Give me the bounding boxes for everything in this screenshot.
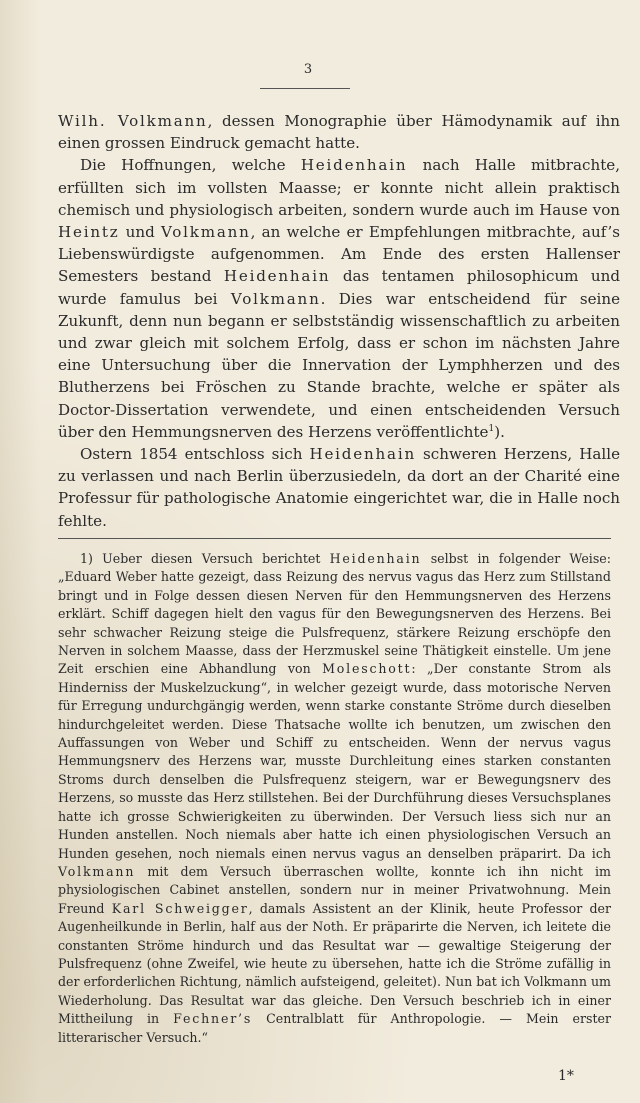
text-run: , damals Assistent an der Klinik, heute Professor der Augenheilkunde in Berlin, half aus der Noth. Er präparirte die Nerven, ich leitete die constanten Ströme hindurch und das Resultat war — gewaltige Steigerung der Pulsfrequenz (ohne Zweifel, wie heute zu übersehen, hatte ich die Ströme zufällig in der erforderlichen Richtung, nämlich aufsteigend, geleitet). Nun bat ich Volkmann um Wiederholung. Das Resultat war das gleiche. Den Versuch beschrieb ich in einer Mittheilung in [58, 900, 612, 1027]
person-name: Heidenhain [223, 267, 331, 286]
person-name: Heidenhain [309, 445, 416, 464]
text-run: das tentamen philosophicum und wurde famulus bei [58, 267, 621, 308]
person-name: Karl Schweigger [111, 900, 249, 916]
paragraph-2 [58, 154, 620, 443]
text-run: Die Hoffnungen, welche [80, 156, 301, 175]
paragraph-3 [58, 443, 620, 532]
footnote [58, 550, 611, 1047]
footnote-marker: 1) [80, 551, 103, 566]
text-run: schweren Herzens, Halle zu verlassen und nach Berlin überzusiedeln, da dort an der Charité eine Professur für pathologische Anatomie eingerichtet war, die in Halle noch fehlte. [58, 445, 621, 530]
person-name: Moleschott [322, 661, 412, 677]
person-name: Heintz [58, 223, 120, 242]
text-run: . Dies war entscheidend für seine Zukunft, denn nun begann er selbstständig wissenschaftlich zu arbeiten und zwar gleich mit solchem Erfolg, dass er schon im nächsten Jahre eine Untersuchung über die Innervation der Lymphherzen und des Blutherzens bei Fröschen zu Stande brachte, welche er später als Doctor-Dissertation verwendete, und einen entscheidenden Versuch über den Hemmungsnerven des Herzens veröffentlichte [58, 289, 620, 441]
text-run: mit dem Versuch überraschen wollte, konnte ich ihn nicht im physiologischen Cabinet anstellen, sondern nur in meiner Privatwohnung. Mein Freund [58, 863, 611, 916]
text-run: : „Der constante Strom als Hinderniss der Muskelzuckung“, in welcher gezeigt wurde, dass motorische Nerven für Erregung undurchgängig werden, wenn starke constante Ströme durch dieselben hindurchgeleitet werden. Diese Thatsache wollte ich benutzen, um zwischen den Auffassungen von Weber und Schiff zu entscheiden. Wenn der nervus vagus Hemmungsnerv des Herzens war, musste Durchleitung eines starken constanten Stroms durch denselben die Pulsfrequenz steigern, war er Bewegungsnerv des Herzens, so musste das Herz stillstehen. Bei der Durchführung dieses Versuchsplanes hatte ich grosse Schwierigkeiten zu überwinden. Der Versuch liess sich nur an Hunden anstellen. Noch niemals aber hatte ich einen physiologischen Versuch an Hunden gesehen, noch niemals einen nervus vagus an denselben präparirt. Da ich [58, 661, 611, 861]
text-run: , an welche er Empfehlungen mitbrachte, auf’s Liebenswürdigste aufgenommen. Am Ende des ersten Hallenser Semesters bestand [58, 223, 621, 286]
footnote-rule [58, 538, 611, 539]
text-run: und [119, 223, 161, 242]
person-name: Volkmann [230, 289, 321, 308]
person-name: Volkmann [58, 863, 136, 879]
person-name: Heidenhain [300, 156, 408, 175]
person-name: Volkmann [160, 223, 251, 242]
header-rule [260, 88, 350, 89]
signature-mark: 1* [558, 1068, 574, 1084]
text-run: nach Halle mitbrachte, erfüllten sich im vollsten Maasse; er konnte nicht allein praktisch chemisch und physiologisch arbeiten, sondern wurde auch im Hause von [58, 156, 620, 219]
person-name: Fechner’s [173, 1011, 253, 1027]
text-run: Ostern 1854 entschloss sich [80, 445, 310, 464]
footnote-paragraph [58, 550, 611, 1047]
text-run: ). [494, 422, 505, 441]
text-run: Ueber diesen Versuch berichtet [102, 551, 330, 566]
footnote-ref: 1 [488, 423, 495, 434]
person-name: Wilh. Volkmann [58, 112, 208, 130]
paragraph-1 [58, 110, 620, 154]
text-run: , dessen Monographie über Hämodynamik auf ihn einen grossen Eindruck gemacht hatte. [58, 112, 620, 153]
text-run: Centralblatt für Anthropologie. — Mein erster litterarischer Versuch.“ [58, 1011, 611, 1045]
main-text [58, 110, 620, 532]
text-run: selbst in folgender Weise: „Eduard Weber hatte gezeigt, dass Reizung des nervus vagus das Herz zum Stillstand bringt und in Folge dessen diesen Nerven für den Hemmungsnerven des Herzens erklärt. Schiff dagegen hielt den vagus für den Bewegungsnerven des Herzens. Bei sehr schwacher Reizung steige die Pulsfrequenz, stärkere Reizung erschöpfe den Nerven in solchem Maasse, dass der Herzmuskel seine Thätigkeit einstelle. Um jene Zeit erschien eine Abhandlung von [58, 551, 611, 677]
page-number: 3 [303, 62, 313, 77]
person-name: Heidenhain [329, 551, 422, 566]
